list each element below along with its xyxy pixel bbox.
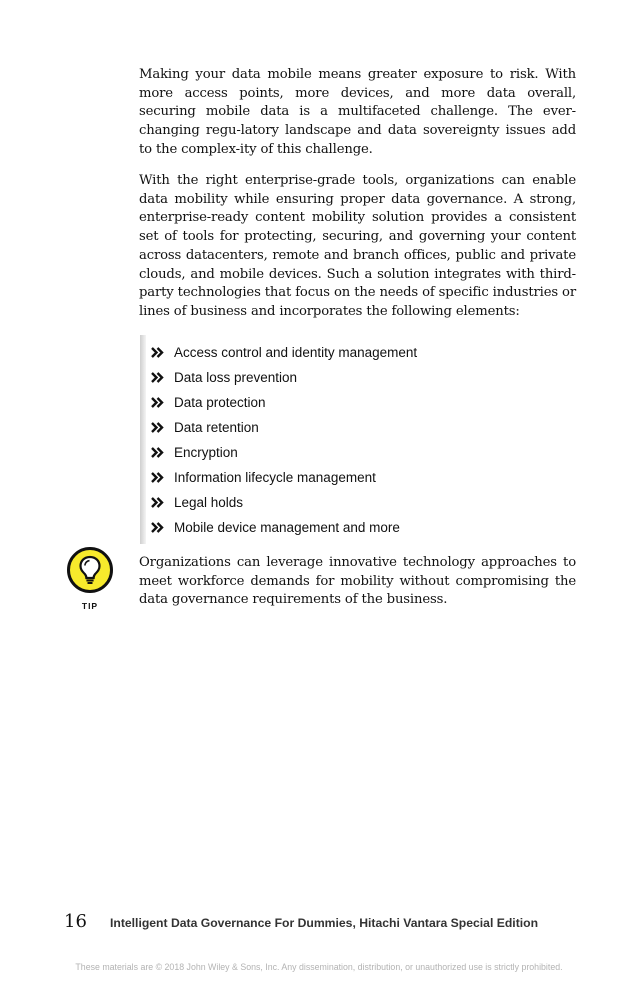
bullet-list (151, 340, 417, 540)
tip-icon-badge (67, 547, 113, 593)
list-item (151, 515, 417, 540)
list-item-label: Data loss prevention (174, 370, 298, 385)
double-chevron-icon (151, 347, 164, 358)
list-item-label: Access control and identity management (174, 345, 418, 360)
double-chevron-icon (151, 497, 164, 508)
tip-text: Organizations can leverage innovative technology approaches to meet workforce demands for mobility without compromising the data governance requirements of the business. (139, 555, 576, 608)
list-item (151, 365, 417, 390)
tip-callout (67, 547, 113, 611)
body-paragraph: Making your data mobile means greater exposure to risk. With more access points, more devices, and more data overall, securing mobile data is a multifaceted challenge. The ever-changing regu-latory landscape and data sovereignty issues add to the complex-ity of this challenge. (139, 67, 576, 157)
list-item (151, 340, 417, 365)
double-chevron-icon (151, 422, 164, 433)
list-item-label: Data retention (174, 420, 259, 435)
page-number: 16 (64, 911, 87, 932)
body-paragraph: With the right enterprise-grade tools, organizations can enable data mobility while ensuring proper data governance. A strong, enterprise-ready content mobility solution provides a consistent set of tools for protecting, securing, and governing your content across datacenters, remote and branch offices, public and private clouds, and mobile devices. Such a solution integrates with third-party technologies that focus on the needs of specific industries or lines of business and incorporates the following elements: (139, 173, 576, 319)
double-chevron-icon (151, 447, 164, 458)
double-chevron-icon (151, 522, 164, 533)
list-item (151, 390, 417, 415)
tip-label: TIP (81, 601, 99, 611)
double-chevron-icon (151, 372, 164, 383)
list-item-label: Information lifecycle management (174, 470, 376, 485)
double-chevron-icon (151, 397, 164, 408)
bullet-list-bar (140, 335, 146, 544)
lightbulb-icon (78, 555, 102, 585)
running-title: Intelligent Data Governance For Dummies, Hitachi Vantara Special Edition (110, 916, 539, 930)
copyright-notice: These materials are © 2018 John Wiley & Sons, Inc. Any dissemination, distribution, or unauthorized use is strictly prohibited. (75, 962, 563, 972)
list-item-label: Legal holds (174, 495, 244, 510)
list-item (151, 465, 417, 490)
list-item (151, 440, 417, 465)
list-item (151, 490, 417, 515)
list-item-label: Encryption (174, 445, 238, 460)
list-item-label: Data protection (174, 395, 266, 410)
list-item-label: Mobile device management and more (174, 520, 400, 535)
double-chevron-icon (151, 472, 164, 483)
list-item (151, 415, 417, 440)
